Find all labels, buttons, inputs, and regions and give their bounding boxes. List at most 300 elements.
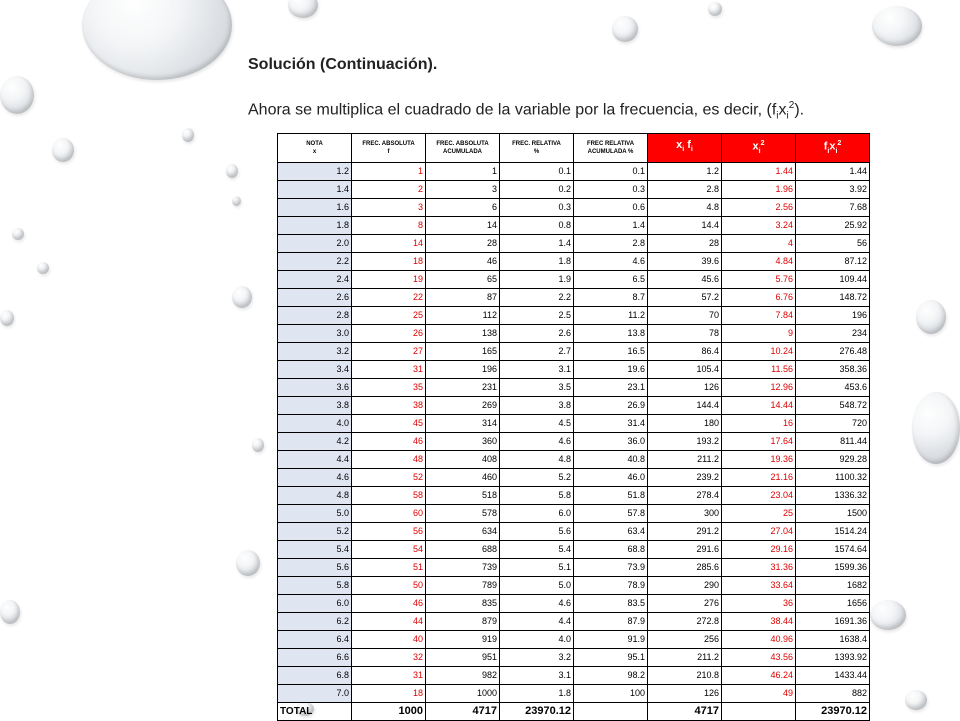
cell-frec-absoluta-acumulada: 919 [426,630,500,648]
cell-frec-absoluta: 38 [352,396,426,414]
cell-frec-relativa: 2.6 [500,324,574,342]
total-xi-squared [722,702,796,720]
cell-xi-fi: 180 [648,414,722,432]
water-droplet-decoration [12,228,24,240]
cell-nota: 4.0 [278,414,352,432]
cell-frec-absoluta: 1 [352,162,426,180]
table-row [278,342,870,360]
table-row [278,234,870,252]
cell-xi-squared: 31.36 [722,558,796,576]
cell-fi-xi-squared: 1393.92 [796,648,870,666]
frequency-table [277,133,870,721]
cell-xi-fi: 290 [648,576,722,594]
cell-nota: 4.6 [278,468,352,486]
cell-xi-fi: 291.2 [648,522,722,540]
cell-frec-relativa-acumulada: 26.9 [574,396,648,414]
cell-frec-absoluta-acumulada: 269 [426,396,500,414]
cell-frec-relativa-acumulada: 40.8 [574,450,648,468]
cell-xi-fi: 78 [648,324,722,342]
cell-xi-squared: 5.76 [722,270,796,288]
cell-xi-squared: 3.24 [722,216,796,234]
cell-xi-fi: 239.2 [648,468,722,486]
cell-nota: 3.2 [278,342,352,360]
cell-frec-relativa-acumulada: 100 [574,684,648,702]
cell-frec-absoluta: 18 [352,684,426,702]
table-row [278,612,870,630]
cell-nota: 4.8 [278,486,352,504]
table-row [278,324,870,342]
cell-nota: 2.0 [278,234,352,252]
cell-xi-squared: 46.24 [722,666,796,684]
water-droplet-decoration [232,196,241,206]
cell-frec-relativa: 3.1 [500,666,574,684]
table-row [278,378,870,396]
cell-xi-squared: 25 [722,504,796,522]
cell-xi-squared: 33.64 [722,576,796,594]
subtitle-sup: 2 [788,100,795,111]
cell-frec-absoluta: 44 [352,612,426,630]
cell-xi-fi: 272.8 [648,612,722,630]
cell-nota: 1.8 [278,216,352,234]
cell-frec-relativa-acumulada: 8.7 [574,288,648,306]
cell-xi-fi: 291.6 [648,540,722,558]
cell-xi-fi: 39.6 [648,252,722,270]
cell-frec-relativa-acumulada: 46.0 [574,468,648,486]
cell-xi-fi: 1.2 [648,162,722,180]
cell-frec-relativa: 4.4 [500,612,574,630]
cell-xi-squared: 1.44 [722,162,796,180]
cell-fi-xi-squared: 148.72 [796,288,870,306]
cell-frec-absoluta: 32 [352,648,426,666]
table-row [278,198,870,216]
cell-frec-absoluta: 52 [352,468,426,486]
cell-xi-fi: 193.2 [648,432,722,450]
cell-frec-relativa: 5.6 [500,522,574,540]
cell-frec-absoluta: 60 [352,504,426,522]
cell-frec-absoluta: 25 [352,306,426,324]
cell-nota: 5.2 [278,522,352,540]
cell-frec-relativa: 1.8 [500,252,574,270]
table-row [278,306,870,324]
cell-xi-squared: 14.44 [722,396,796,414]
cell-nota: 2.4 [278,270,352,288]
cell-nota: 4.4 [278,450,352,468]
cell-nota: 5.6 [278,558,352,576]
cell-frec-absoluta-acumulada: 165 [426,342,500,360]
cell-frec-absoluta: 45 [352,414,426,432]
table-row [278,630,870,648]
table-row [278,432,870,450]
cell-frec-absoluta-acumulada: 14 [426,216,500,234]
cell-frec-absoluta: 31 [352,666,426,684]
cell-frec-relativa: 1.4 [500,234,574,252]
header-fi-xi-squared: $f_ix_i^2$ [796,134,870,163]
cell-frec-relativa-acumulada: 16.5 [574,342,648,360]
table-row [278,396,870,414]
cell-xi-squared: 7.84 [722,306,796,324]
cell-xi-squared: 12.96 [722,378,796,396]
cell-nota: 6.0 [278,594,352,612]
cell-xi-squared: 16 [722,414,796,432]
water-droplet-decoration [0,76,34,114]
water-droplet-decoration [52,138,74,162]
cell-xi-fi: 276 [648,594,722,612]
cell-xi-squared: 4 [722,234,796,252]
header-nota: NOTA x [278,134,352,163]
cell-xi-fi: 211.2 [648,450,722,468]
cell-fi-xi-squared: 1599.36 [796,558,870,576]
cell-frec-absoluta-acumulada: 6 [426,198,500,216]
cell-frec-relativa-acumulada: 13.8 [574,324,648,342]
water-droplet-decoration [872,6,922,46]
water-droplet-decoration [612,16,638,42]
water-droplet-decoration [252,438,264,452]
cell-nota: 1.6 [278,198,352,216]
cell-frec-absoluta-acumulada: 3 [426,180,500,198]
cell-xi-squared: 2.56 [722,198,796,216]
cell-xi-squared: 11.56 [722,360,796,378]
cell-fi-xi-squared: 1691.36 [796,612,870,630]
table-row [278,594,870,612]
water-droplet-decoration [232,286,252,308]
header-xi-fi: $x_i$ $f_i$ [648,134,722,163]
water-droplet-decoration [905,690,927,710]
water-droplet-decoration [708,2,722,16]
cell-frec-relativa-acumulada: 91.9 [574,630,648,648]
total-frec-absoluta-acumulada: 4717 [426,702,500,720]
table-row [278,180,870,198]
slide-title: Solución (Continuación). [248,56,438,73]
cell-xi-squared: 27.04 [722,522,796,540]
water-droplet-decoration [226,164,238,178]
cell-frec-absoluta-acumulada: 518 [426,486,500,504]
cell-fi-xi-squared: 720 [796,414,870,432]
table-row [278,558,870,576]
cell-frec-absoluta: 19 [352,270,426,288]
cell-frec-relativa-acumulada: 36.0 [574,432,648,450]
cell-frec-absoluta-acumulada: 578 [426,504,500,522]
table-row [278,450,870,468]
cell-frec-relativa-acumulada: 0.1 [574,162,648,180]
cell-frec-absoluta-acumulada: 65 [426,270,500,288]
cell-frec-absoluta: 14 [352,234,426,252]
cell-frec-absoluta: 22 [352,288,426,306]
header-frec-absoluta-acumulada: FREC. ABSOLUTA ACUMULADA [426,134,500,163]
cell-frec-absoluta-acumulada: 231 [426,378,500,396]
total-xi-fi: 4717 [648,702,722,720]
cell-frec-absoluta-acumulada: 112 [426,306,500,324]
cell-frec-relativa: 4.8 [500,450,574,468]
total-frec-relativa-acumulada [574,702,648,720]
cell-frec-absoluta: 48 [352,450,426,468]
table-row [278,504,870,522]
cell-frec-absoluta-acumulada: 460 [426,468,500,486]
cell-xi-fi: 300 [648,504,722,522]
cell-frec-absoluta: 58 [352,486,426,504]
cell-xi-fi: 57.2 [648,288,722,306]
cell-fi-xi-squared: 1336.32 [796,486,870,504]
header-frec-relativa: FREC. RELATIVA % [500,134,574,163]
cell-frec-absoluta: 31 [352,360,426,378]
cell-xi-fi: 70 [648,306,722,324]
cell-frec-relativa: 0.2 [500,180,574,198]
cell-xi-fi: 45.6 [648,270,722,288]
cell-frec-relativa: 2.7 [500,342,574,360]
cell-frec-absoluta-acumulada: 87 [426,288,500,306]
cell-frec-absoluta: 56 [352,522,426,540]
cell-xi-squared: 6.76 [722,288,796,306]
cell-frec-relativa: 6.0 [500,504,574,522]
cell-xi-squared: 1.96 [722,180,796,198]
cell-frec-absoluta-acumulada: 789 [426,576,500,594]
cell-frec-absoluta-acumulada: 28 [426,234,500,252]
cell-frec-relativa-acumulada: 98.2 [574,666,648,684]
cell-frec-absoluta: 2 [352,180,426,198]
cell-nota: 3.6 [278,378,352,396]
cell-frec-relativa: 3.8 [500,396,574,414]
table-header-row [278,134,870,163]
cell-frec-relativa-acumulada: 2.8 [574,234,648,252]
cell-frec-absoluta: 46 [352,432,426,450]
cell-frec-relativa: 1.9 [500,270,574,288]
cell-frec-relativa: 5.2 [500,468,574,486]
cell-fi-xi-squared: 358.36 [796,360,870,378]
water-droplet-decoration [288,0,318,18]
cell-fi-xi-squared: 1656 [796,594,870,612]
cell-frec-relativa: 0.3 [500,198,574,216]
cell-frec-relativa: 3.1 [500,360,574,378]
cell-frec-absoluta: 40 [352,630,426,648]
cell-frec-relativa-acumulada: 51.8 [574,486,648,504]
cell-fi-xi-squared: 1100.32 [796,468,870,486]
cell-nota: 6.6 [278,648,352,666]
header-frec-relativa-acumulada: FREC RELATIVA ACUMULADA % [574,134,648,163]
total-frec-relativa: 23970.12 [500,702,574,720]
cell-xi-fi: 285.6 [648,558,722,576]
cell-fi-xi-squared: 1638.4 [796,630,870,648]
cell-nota: 6.8 [278,666,352,684]
cell-frec-relativa-acumulada: 0.3 [574,180,648,198]
cell-fi-xi-squared: 929.28 [796,450,870,468]
cell-nota: 2.2 [278,252,352,270]
water-droplet-decoration [0,600,20,624]
cell-xi-squared: 19.36 [722,450,796,468]
water-droplet-decoration [82,0,232,80]
cell-frec-absoluta-acumulada: 634 [426,522,500,540]
cell-frec-absoluta: 35 [352,378,426,396]
cell-frec-absoluta: 50 [352,576,426,594]
cell-nota: 7.0 [278,684,352,702]
subtitle-var: x [778,101,787,119]
cell-nota: 5.8 [278,576,352,594]
cell-frec-absoluta-acumulada: 408 [426,450,500,468]
water-droplet-decoration [236,550,260,576]
cell-frec-relativa-acumulada: 78.9 [574,576,648,594]
cell-frec-absoluta-acumulada: 688 [426,540,500,558]
cell-fi-xi-squared: 1682 [796,576,870,594]
table-row [278,540,870,558]
table-row [278,486,870,504]
cell-fi-xi-squared: 1433.44 [796,666,870,684]
cell-fi-xi-squared: 87.12 [796,252,870,270]
cell-xi-fi: 126 [648,684,722,702]
table-row [278,252,870,270]
cell-xi-squared: 36 [722,594,796,612]
cell-frec-relativa-acumulada: 4.6 [574,252,648,270]
water-droplet-decoration [0,310,14,326]
cell-xi-squared: 23.04 [722,486,796,504]
cell-xi-squared: 4.84 [722,252,796,270]
cell-frec-relativa: 5.8 [500,486,574,504]
table-row [278,666,870,684]
cell-frec-relativa-acumulada: 0.6 [574,198,648,216]
cell-xi-fi: 4.8 [648,198,722,216]
cell-frec-absoluta-acumulada: 739 [426,558,500,576]
cell-frec-absoluta-acumulada: 1000 [426,684,500,702]
water-droplet-decoration [870,600,906,630]
cell-xi-squared: 40.96 [722,630,796,648]
cell-xi-fi: 126 [648,378,722,396]
cell-xi-squared: 17.64 [722,432,796,450]
cell-fi-xi-squared: 548.72 [796,396,870,414]
cell-frec-relativa: 0.1 [500,162,574,180]
cell-frec-relativa-acumulada: 83.5 [574,594,648,612]
cell-frec-absoluta: 27 [352,342,426,360]
cell-frec-absoluta-acumulada: 46 [426,252,500,270]
water-droplet-decoration [912,392,960,464]
cell-nota: 3.0 [278,324,352,342]
cell-frec-relativa: 5.1 [500,558,574,576]
cell-frec-relativa: 4.5 [500,414,574,432]
header-xi-squared: $x_i^2$ [722,134,796,163]
total-fi-xi-squared: 23970.12 [796,702,870,720]
table-row [278,162,870,180]
cell-frec-absoluta-acumulada: 951 [426,648,500,666]
cell-frec-relativa: 5.0 [500,576,574,594]
total-label: TOTAL [278,702,352,720]
cell-frec-absoluta: 46 [352,594,426,612]
table-row [278,684,870,702]
cell-frec-relativa-acumulada: 68.8 [574,540,648,558]
cell-xi-fi: 211.2 [648,648,722,666]
cell-frec-relativa-acumulada: 1.4 [574,216,648,234]
cell-frec-relativa-acumulada: 23.1 [574,378,648,396]
table-total-row [278,702,870,720]
cell-xi-fi: 2.8 [648,180,722,198]
cell-frec-relativa-acumulada: 73.9 [574,558,648,576]
cell-fi-xi-squared: 811.44 [796,432,870,450]
cell-nota: 5.0 [278,504,352,522]
table-row [278,414,870,432]
cell-frec-relativa: 3.2 [500,648,574,666]
cell-frec-absoluta: 26 [352,324,426,342]
cell-fi-xi-squared: 1500 [796,504,870,522]
header-frec-absoluta: FREC. ABSOLUTA f [352,134,426,163]
cell-fi-xi-squared: 1514.24 [796,522,870,540]
cell-fi-xi-squared: 196 [796,306,870,324]
cell-frec-absoluta: 3 [352,198,426,216]
cell-xi-squared: 38.44 [722,612,796,630]
cell-xi-squared: 49 [722,684,796,702]
cell-frec-absoluta: 54 [352,540,426,558]
cell-frec-relativa: 4.6 [500,432,574,450]
water-droplet-decoration [37,262,49,274]
cell-xi-squared: 9 [722,324,796,342]
cell-fi-xi-squared: 25.92 [796,216,870,234]
water-droplet-decoration [916,300,946,334]
cell-frec-relativa: 4.6 [500,594,574,612]
cell-frec-relativa: 1.8 [500,684,574,702]
table-row [278,360,870,378]
cell-fi-xi-squared: 56 [796,234,870,252]
table-row [278,648,870,666]
cell-frec-absoluta-acumulada: 314 [426,414,500,432]
cell-frec-relativa: 5.4 [500,540,574,558]
cell-nota: 4.2 [278,432,352,450]
cell-frec-relativa: 2.2 [500,288,574,306]
cell-frec-absoluta-acumulada: 138 [426,324,500,342]
cell-frec-absoluta: 8 [352,216,426,234]
subtitle-suffix: ). [794,101,805,119]
cell-frec-absoluta-acumulada: 982 [426,666,500,684]
cell-frec-relativa: 2.5 [500,306,574,324]
cell-fi-xi-squared: 1.44 [796,162,870,180]
cell-frec-relativa-acumulada: 31.4 [574,414,648,432]
cell-frec-absoluta: 51 [352,558,426,576]
subtitle-text: Ahora se multiplica el cuadrado de la variable por la frecuencia, es decir, (f [248,101,777,119]
cell-xi-fi: 86.4 [648,342,722,360]
cell-nota: 6.4 [278,630,352,648]
cell-frec-relativa-acumulada: 11.2 [574,306,648,324]
cell-nota: 3.4 [278,360,352,378]
cell-fi-xi-squared: 1574.64 [796,540,870,558]
cell-nota: 5.4 [278,540,352,558]
cell-xi-fi: 144.4 [648,396,722,414]
cell-nota: 1.4 [278,180,352,198]
cell-nota: 2.6 [278,288,352,306]
cell-fi-xi-squared: 276.48 [796,342,870,360]
cell-xi-fi: 105.4 [648,360,722,378]
cell-nota: 2.8 [278,306,352,324]
cell-nota: 1.2 [278,162,352,180]
cell-frec-absoluta-acumulada: 360 [426,432,500,450]
cell-xi-squared: 29.16 [722,540,796,558]
cell-frec-absoluta-acumulada: 1 [426,162,500,180]
table-row [278,270,870,288]
table-row [278,216,870,234]
cell-frec-relativa-acumulada: 87.9 [574,612,648,630]
cell-fi-xi-squared: 882 [796,684,870,702]
table-row [278,522,870,540]
subtitle-sub: i [786,110,789,122]
cell-fi-xi-squared: 234 [796,324,870,342]
water-droplet-decoration [182,128,194,142]
cell-xi-fi: 278.4 [648,486,722,504]
cell-frec-relativa: 3.5 [500,378,574,396]
cell-frec-relativa: 4.0 [500,630,574,648]
cell-frec-relativa-acumulada: 19.6 [574,360,648,378]
slide-subtitle [248,100,804,122]
cell-frec-relativa: 0.8 [500,216,574,234]
cell-xi-fi: 210.8 [648,666,722,684]
cell-fi-xi-squared: 3.92 [796,180,870,198]
cell-frec-absoluta-acumulada: 196 [426,360,500,378]
cell-frec-absoluta-acumulada: 835 [426,594,500,612]
cell-frec-relativa-acumulada: 57.8 [574,504,648,522]
cell-xi-fi: 28 [648,234,722,252]
cell-fi-xi-squared: 7.68 [796,198,870,216]
cell-frec-absoluta-acumulada: 879 [426,612,500,630]
